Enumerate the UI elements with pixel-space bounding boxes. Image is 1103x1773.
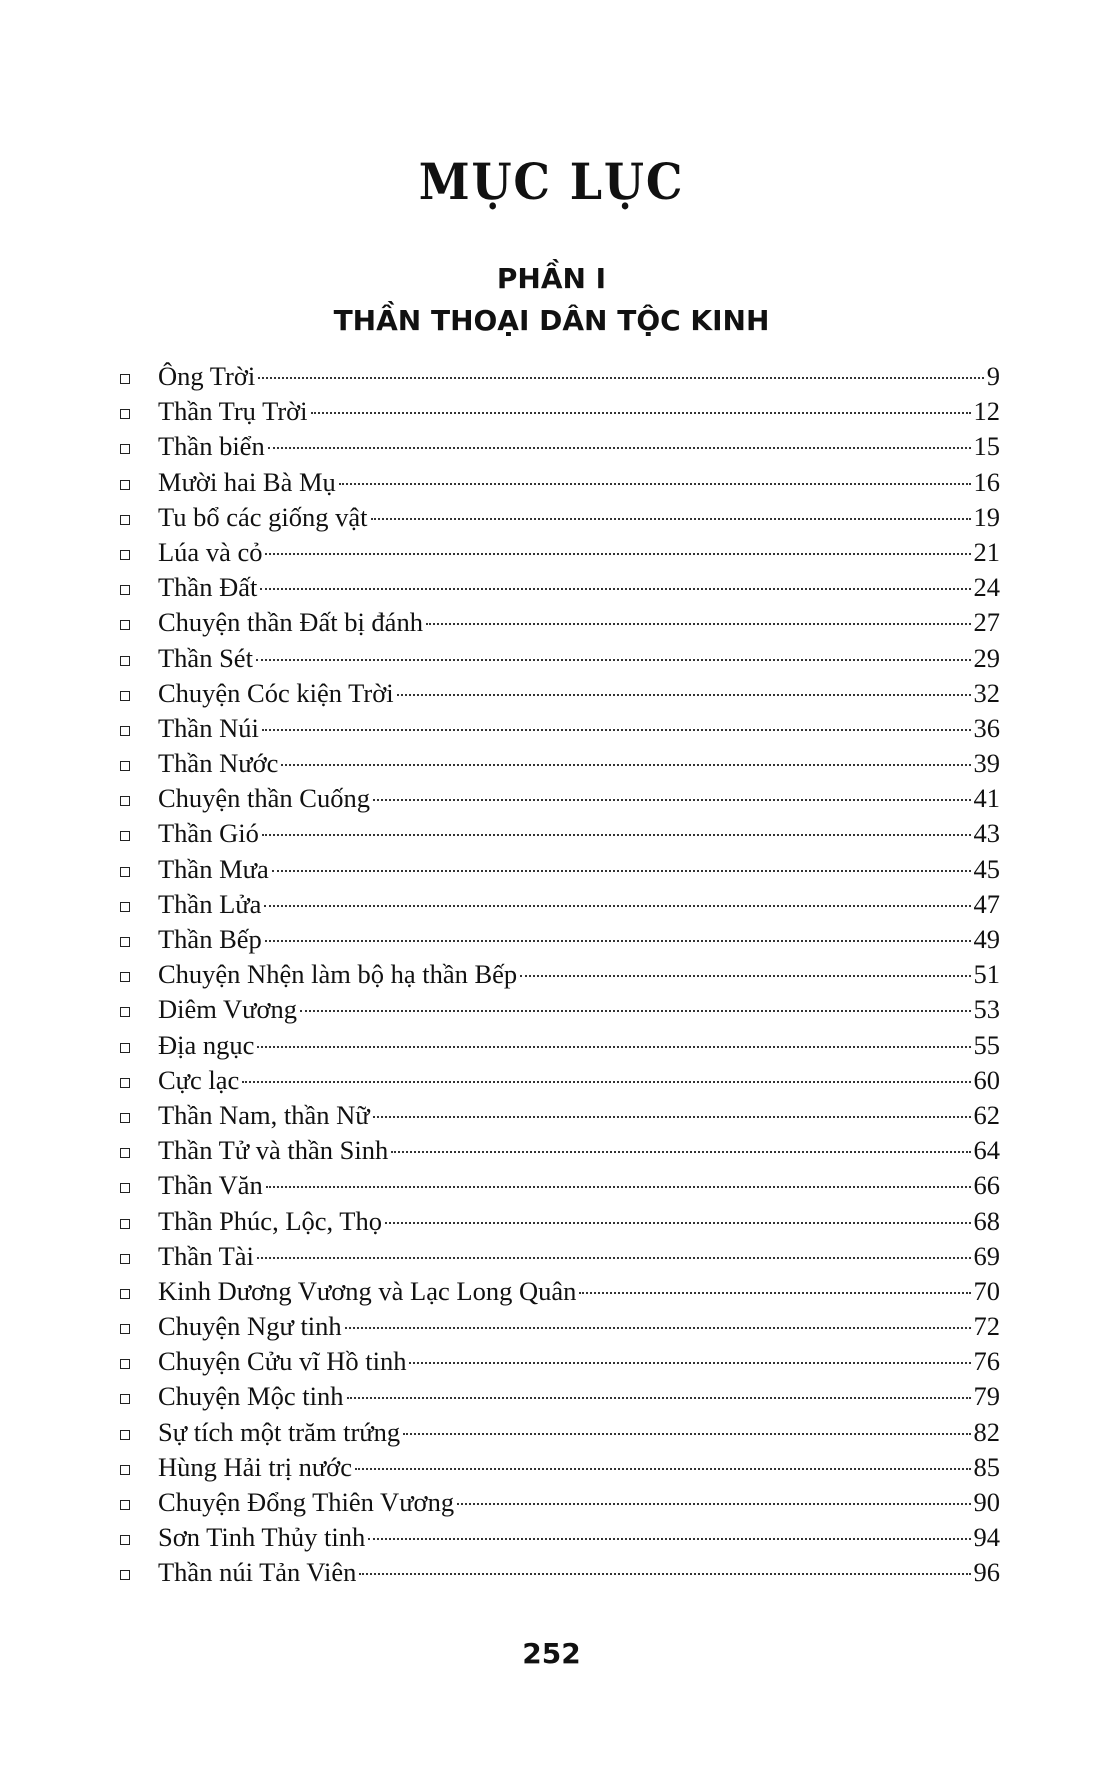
toc-entry-label: Thần núi Tản Viên: [158, 1557, 357, 1588]
toc-entry-label: Lúa và cỏ: [158, 536, 263, 567]
dot-leader: [403, 1433, 970, 1435]
dot-leader: [265, 553, 970, 555]
toc-entry[interactable]: [120, 887, 1000, 922]
toc-entry-page: 55: [973, 1029, 1000, 1060]
toc-entry-page: 66: [973, 1170, 1000, 1201]
square-bullet-icon: [120, 1289, 130, 1299]
square-bullet-icon: [120, 1359, 130, 1369]
toc-entry-page: 47: [973, 888, 1000, 919]
toc-entry[interactable]: [120, 1485, 1000, 1520]
square-bullet-icon: [120, 937, 130, 947]
dot-leader: [520, 975, 970, 977]
dot-leader: [256, 659, 971, 661]
toc-entry-label: Thần Mưa: [158, 853, 269, 884]
toc-entry-label: Chuyện Cửu vĩ Hồ tinh: [158, 1346, 407, 1377]
toc-entry-label: Hùng Hải trị nước: [158, 1451, 352, 1482]
dot-leader: [257, 1046, 970, 1048]
toc-entry-page: 24: [973, 572, 1000, 603]
toc-entry-page: 16: [973, 466, 1000, 497]
toc-entry-label: Sơn Tinh Thủy tinh: [158, 1522, 366, 1553]
toc-entry[interactable]: [120, 1239, 1000, 1274]
toc-entry[interactable]: [120, 1274, 1000, 1309]
toc-entry-page: 51: [973, 959, 1000, 990]
square-bullet-icon: [120, 796, 130, 806]
toc-entry-label: Kinh Dương Vương và Lạc Long Quân: [158, 1275, 577, 1306]
dot-leader: [242, 1081, 970, 1083]
toc-entry-label: Thần Bếp: [158, 924, 262, 954]
toc-entry[interactable]: [120, 1309, 1000, 1344]
dot-leader: [268, 447, 971, 449]
toc-entry[interactable]: [120, 1344, 1000, 1379]
dot-leader: [258, 377, 984, 379]
toc-entry-page: 76: [973, 1346, 1000, 1377]
dot-leader: [426, 623, 971, 625]
square-bullet-icon: [120, 1007, 130, 1017]
toc-entry-label: Tu bổ các giống vật: [158, 501, 368, 532]
toc-entry-label: Thần Trụ Trời: [158, 396, 308, 427]
square-bullet-icon: [120, 867, 130, 877]
toc-entry[interactable]: [120, 922, 1000, 957]
toc-entry-label: Chuyện Mộc tinh: [158, 1381, 344, 1412]
square-bullet-icon: [120, 972, 130, 982]
toc-entry[interactable]: [120, 465, 1000, 500]
dot-leader: [281, 764, 970, 766]
toc-entry-page: 27: [973, 607, 1000, 638]
toc-entry[interactable]: [120, 746, 1000, 781]
toc-entry-label: Thần Nam, thần Nữ: [158, 1099, 370, 1130]
dot-leader: [457, 1503, 970, 1505]
dot-leader: [373, 1116, 971, 1118]
toc-entry-label: Chuyện Nhện làm bộ hạ thần Bếp: [158, 959, 518, 990]
part-heading: [0, 258, 1103, 342]
toc-entry[interactable]: [120, 852, 1000, 887]
toc-entry-page: 49: [973, 924, 1000, 954]
toc-entry-label: Địa ngục: [158, 1029, 255, 1060]
dot-leader: [345, 1327, 971, 1329]
toc-entry[interactable]: [120, 500, 1000, 535]
toc-entry[interactable]: [120, 1520, 1000, 1555]
toc-entry[interactable]: [120, 957, 1000, 992]
toc-entry[interactable]: [120, 992, 1000, 1027]
square-bullet-icon: [120, 1394, 130, 1404]
toc-entry-label: Thần Tài: [158, 1240, 254, 1271]
toc-entry-label: Cực lạc: [158, 1064, 240, 1095]
square-bullet-icon: [120, 656, 130, 666]
table-of-contents: [120, 359, 1000, 1591]
toc-entry-page: 69: [973, 1240, 1000, 1271]
dot-leader: [300, 1010, 970, 1012]
dot-leader: [262, 729, 971, 731]
toc-entry[interactable]: [120, 1168, 1000, 1203]
toc-entry-label: Thần biển: [158, 431, 265, 462]
square-bullet-icon: [120, 1043, 130, 1053]
part-number: PHẦN I: [496, 262, 607, 295]
toc-entry-label: Chuyện Đổng Thiên Vương: [158, 1487, 455, 1517]
square-bullet-icon: [120, 1219, 130, 1229]
toc-entry-label: Chuyện thần Đất bị đánh: [158, 607, 423, 638]
toc-entry-page: 32: [973, 677, 1000, 708]
square-bullet-icon: [120, 691, 130, 701]
toc-entry[interactable]: [120, 711, 1000, 746]
toc-entry[interactable]: [120, 1379, 1000, 1414]
toc-entry-label: Thần Núi: [158, 712, 259, 743]
dot-leader: [409, 1362, 970, 1364]
square-bullet-icon: [120, 1535, 130, 1545]
toc-entry-page: 43: [973, 818, 1000, 849]
toc-entry-page: 70: [973, 1275, 1000, 1306]
dot-leader: [272, 870, 971, 872]
square-bullet-icon: [120, 1254, 130, 1264]
square-bullet-icon: [120, 1570, 130, 1580]
toc-entry-page: 90: [973, 1487, 1000, 1517]
toc-entry-page: 45: [973, 853, 1000, 884]
toc-entry-label: Chuyện Ngư tinh: [158, 1311, 342, 1342]
toc-entry[interactable]: [120, 1028, 1000, 1063]
toc-entry-label: Thần Lửa: [158, 888, 262, 919]
toc-entry-page: 15: [973, 431, 1000, 462]
toc-entry[interactable]: [120, 816, 1000, 851]
part-name: THẦN THOẠI DÂN TỘC KINH: [333, 304, 770, 337]
toc-entry[interactable]: [120, 676, 1000, 711]
dot-leader: [359, 1573, 970, 1575]
toc-entry-label: Thần Văn: [158, 1170, 263, 1201]
dot-leader: [311, 412, 971, 414]
toc-entry[interactable]: [120, 605, 1000, 640]
toc-entry-page: 12: [973, 396, 1000, 427]
toc-entry-page: 36: [973, 712, 1000, 743]
square-bullet-icon: [120, 1465, 130, 1475]
dot-leader: [264, 905, 970, 907]
square-bullet-icon: [120, 1148, 130, 1158]
dot-leader: [391, 1151, 970, 1153]
dot-leader: [368, 1538, 970, 1540]
page-title: MỤC LỤC: [418, 151, 685, 211]
square-bullet-icon: [120, 902, 130, 912]
toc-entry-label: Thần Nước: [158, 748, 279, 779]
dot-leader: [579, 1292, 970, 1294]
toc-entry-page: 41: [973, 783, 1000, 814]
toc-entry-page: 82: [973, 1416, 1000, 1447]
square-bullet-icon: [120, 480, 130, 490]
toc-entry-page: 39: [973, 748, 1000, 779]
toc-entry-page: 64: [973, 1135, 1000, 1166]
square-bullet-icon: [120, 831, 130, 841]
square-bullet-icon: [120, 374, 130, 384]
toc-entry-label: Sự tích một trăm trứng: [158, 1416, 401, 1447]
toc-entry-page: 19: [973, 501, 1000, 532]
toc-entry[interactable]: [120, 1415, 1000, 1450]
square-bullet-icon: [120, 1113, 130, 1123]
toc-entry-label: Thần Phúc, Lộc, Thọ: [158, 1205, 382, 1236]
toc-entry[interactable]: [120, 1098, 1000, 1133]
dot-leader: [266, 1186, 971, 1188]
toc-entry[interactable]: [120, 1063, 1000, 1098]
toc-entry-page: 53: [973, 994, 1000, 1025]
dot-leader: [260, 588, 970, 590]
toc-entry-label: Diêm Vương: [158, 994, 298, 1025]
toc-entry-page: 85: [973, 1451, 1000, 1482]
toc-entry-page: 21: [973, 536, 1000, 567]
dot-leader: [373, 799, 971, 801]
toc-entry[interactable]: [120, 570, 1000, 605]
square-bullet-icon: [120, 515, 130, 525]
dot-leader: [257, 1257, 971, 1259]
dot-leader: [339, 483, 971, 485]
toc-entry[interactable]: [120, 1450, 1000, 1485]
square-bullet-icon: [120, 726, 130, 736]
dot-leader: [385, 1222, 971, 1224]
toc-entry[interactable]: [120, 535, 1000, 570]
toc-entry-page: 68: [973, 1205, 1000, 1236]
toc-entry-label: Thần Đất: [158, 572, 258, 603]
dot-leader: [355, 1468, 971, 1470]
toc-entry[interactable]: [120, 359, 1000, 394]
toc-entry-page: 60: [973, 1064, 1000, 1095]
toc-entry-page: 96: [973, 1557, 1000, 1588]
toc-entry-label: Chuyện Cóc kiện Trời: [158, 677, 394, 708]
toc-entry[interactable]: [120, 429, 1000, 464]
toc-entry-label: Mười hai Bà Mụ: [158, 466, 336, 497]
square-bullet-icon: [120, 550, 130, 560]
toc-entry-label: Thần Sét: [158, 642, 253, 673]
toc-entry-page: 9: [986, 361, 1000, 391]
square-bullet-icon: [120, 1324, 130, 1334]
toc-entry[interactable]: [120, 394, 1000, 429]
page-number: 252: [522, 1637, 581, 1670]
toc-entry-label: Thần Tử và thần Sinh: [158, 1135, 389, 1166]
square-bullet-icon: [120, 1500, 130, 1510]
toc-entry[interactable]: [120, 641, 1000, 676]
square-bullet-icon: [120, 409, 130, 419]
toc-entry[interactable]: [120, 1133, 1000, 1168]
square-bullet-icon: [120, 1078, 130, 1088]
toc-entry-page: 72: [973, 1311, 1000, 1342]
toc-entry[interactable]: [120, 1204, 1000, 1239]
square-bullet-icon: [120, 761, 130, 771]
dot-leader: [347, 1397, 971, 1399]
toc-entry[interactable]: [120, 1555, 1000, 1590]
dot-leader: [265, 940, 971, 942]
square-bullet-icon: [120, 1430, 130, 1440]
square-bullet-icon: [120, 585, 130, 595]
dot-leader: [262, 834, 971, 836]
toc-entry-page: 29: [973, 642, 1000, 673]
toc-entry-label: Thần Gió: [158, 818, 259, 849]
dot-leader: [371, 518, 971, 520]
toc-entry[interactable]: [120, 781, 1000, 816]
toc-entry-page: 94: [973, 1522, 1000, 1553]
square-bullet-icon: [120, 1183, 130, 1193]
dot-leader: [397, 694, 971, 696]
toc-entry-label: Chuyện thần Cuống: [158, 783, 370, 814]
square-bullet-icon: [120, 620, 130, 630]
toc-entry-page: 79: [973, 1381, 1000, 1412]
toc-entry-page: 62: [973, 1099, 1000, 1130]
square-bullet-icon: [120, 444, 130, 454]
toc-entry-label: Ông Trời: [158, 361, 256, 391]
